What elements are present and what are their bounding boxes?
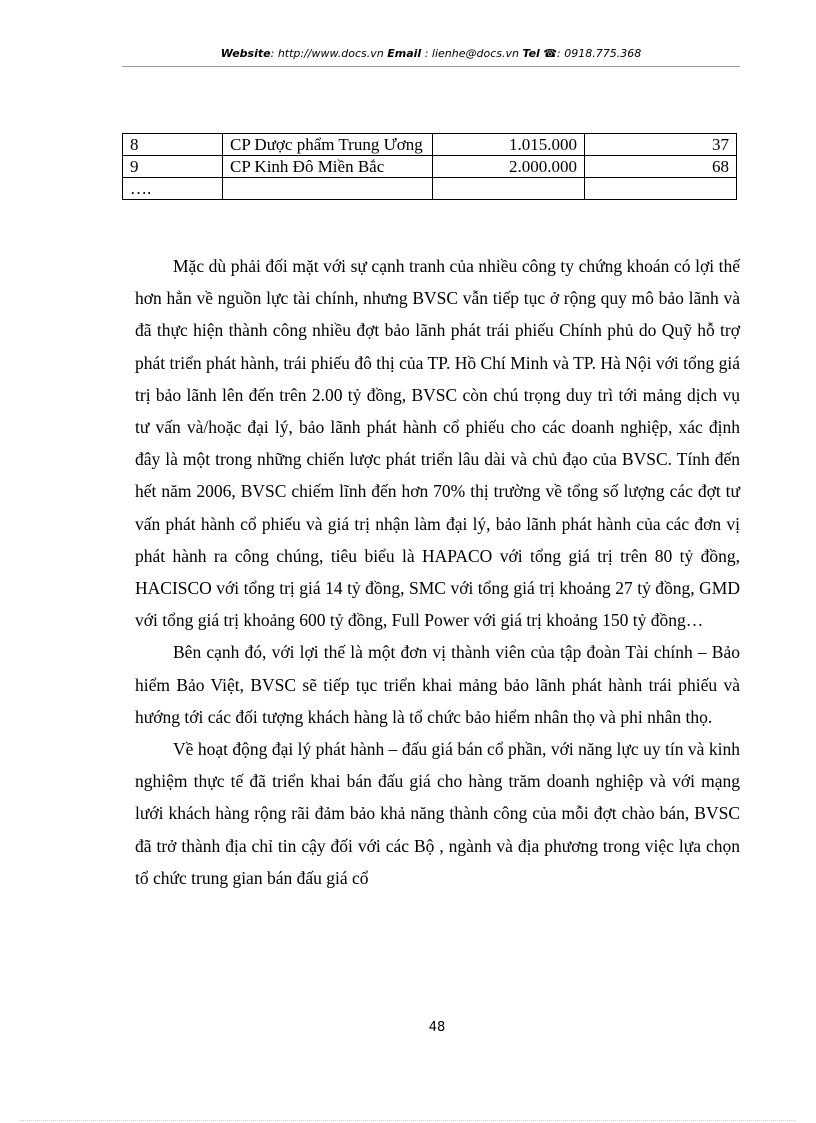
- page-header: [122, 46, 740, 62]
- page-number: 48: [428, 1020, 446, 1035]
- cell-count: 37: [585, 134, 737, 156]
- header-divider: [122, 66, 740, 67]
- cell-amount: [433, 178, 585, 200]
- cell-count: [585, 178, 737, 200]
- cell-amount: 1.015.000: [433, 134, 585, 156]
- paragraph: Về hoạt động đại lý phát hành – đấu giá bán cổ phần, với năng lực uy tín và kinh nghiệm thực tế đã triển khai bán đấu giá cho hàng trăm doanh nghiệp và với mạng lưới khách hàng rộng rãi đảm bảo khả năng thành công của mỗi đợt chào bán, BVSC đã trở thành địa chỉ tin cậy đối với các Bộ , ngành và địa phương trong việc lựa chọn tổ chức trung gian bán đấu giá cổ: [135, 739, 740, 888]
- cell-name: CP Dược phẩm Trung Ương: [223, 134, 433, 156]
- paragraph: Bên cạnh đó, với lợi thế là một đơn vị thành viên của tập đoàn Tài chính – Bảo hiểm Bảo Việt, BVSC sẽ tiếp tục triển khai mảng bảo lãnh phát hành trái phiếu và hướng tới các đối tượng khách hàng là tổ chức bảo hiểm nhân thọ và phi nhân thọ.: [135, 642, 740, 727]
- cell-no: ….: [123, 178, 223, 200]
- table-row: [123, 178, 737, 200]
- website-sep: :: [270, 47, 278, 60]
- cell-count: 68: [585, 156, 737, 178]
- table-row: [123, 156, 737, 178]
- website-url[interactable]: http://www.docs.vn: [277, 47, 384, 60]
- tel-number: 0918.775.368: [564, 47, 642, 60]
- cell-no: 9: [123, 156, 223, 178]
- data-table: [122, 133, 737, 200]
- email-label: Email: [387, 47, 422, 60]
- phone-icon: ☎: [543, 47, 558, 60]
- body-text: [135, 250, 740, 894]
- cell-no: 8: [123, 134, 223, 156]
- paragraph: Mặc dù phải đối mặt với sự cạnh tranh của nhiều công ty chứng khoán có lợi thế hơn hẳn về nguồn lực tài chính, nhưng BVSC vẫn tiếp tục ở rộng quy mô bảo lãnh và đã thực hiện thành công nhiều đợt bảo lãnh phát trái phiếu Chính phủ do Quỹ hỗ trợ phát triển phát hành, trái phiếu đô thị của TP. Hồ Chí Minh và TP. Hà Nội với tổng giá trị bảo lãnh lên đến trên 2.00 tỷ đồng, BVSC còn chú trọng duy trì tới mảng dịch vụ tư vấn và/hoặc đại lý, bảo lãnh phát hành cổ phiếu cho các doanh nghiệp, xác định đây là một trong những chiến lược phát triển lâu dài và chủ đạo của BVSC. Tính đến hết năm 2006, BVSC chiếm lĩnh đến hơn 70% thị trường về tổng số lượng các đợt tư vấn phát hành cổ phiếu và giá trị nhận làm đại lý, bảo lãnh phát hành của các đơn vị phát hành ra công chúng, tiêu biểu là HAPACO với tổng giá trị trên 80 tỷ đồng, HACISCO với tổng trị giá 14 tỷ đồng, SMC với tổng giá trị khoảng 27 tỷ đồng, GMD với tổng giá trị khoảng 600 tỷ đồng, Full Power với giá trị khoảng 150 tỷ đồng…: [135, 256, 740, 631]
- email-address[interactable]: lienhe@docs.vn: [431, 47, 519, 60]
- cell-name: [223, 178, 433, 200]
- cell-name: CP Kinh Đô Miền Bắc: [223, 156, 433, 178]
- email-sep: :: [421, 47, 432, 60]
- page-bottom-divider: [20, 1120, 796, 1121]
- tel-label: Tel: [522, 47, 540, 60]
- tel-sep: :: [557, 47, 565, 60]
- website-label: Website: [220, 47, 271, 60]
- table-row: [123, 134, 737, 156]
- cell-amount: 2.000.000: [433, 156, 585, 178]
